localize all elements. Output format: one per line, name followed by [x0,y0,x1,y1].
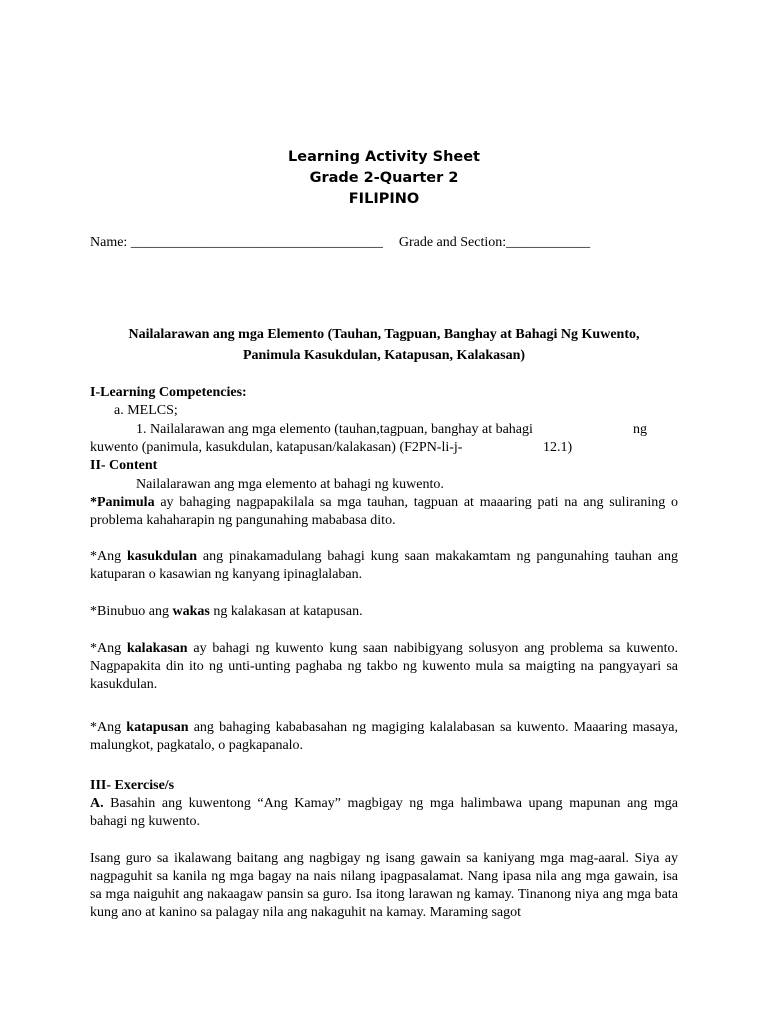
topic-line-1: Nailalarawan ang mga Elemento (Tauhan, Tagpuan, Banghay at Bahagi Ng Kuwento, [128,327,640,342]
student-info-line [90,234,690,252]
kasukdulan-text: ang pinakamadulang bahagi kung saan makakamtam ng pangunahing tauhan ang katuparan o kasawian ng kanyang ipinaglalaban. [90,549,678,582]
story-paragraph: Isang guro sa ikalawang baitang ang nagbigay ng isang gawain sa kaniyang mga mag-aaral. Siya ay nagpaguhit sa kanila ng mga bagay na nais nilang ipagpasalamat. Nang ipasa nila ang mga gawain, isa sa mga naiguhit ang nakaagaw pansin sa guro. Isa itong larawan ng kamay. Tinanong niya ang mga bata kung ano at kanino sa palagay nila ang nakaguhit na kamay. Maraming sagot [90,851,678,920]
kasukdulan-prefix: *Ang [90,549,127,564]
panimula-text: ay bahaging nagpapakilala sa mga tauhan, tagpuan at maaaring pati na ang suliraning o problema kahaharapin ng pangunahing mababasa dito. [90,495,678,528]
header-title: Learning Activity Sheet [288,149,480,165]
exercise-a-instructions [90,795,678,831]
competency-1-text: 1. Nailalarawan ang mga elemento (tauhan,tagpuan, banghay at bahagi [136,422,533,437]
kalakasan-term: kalakasan [126,641,188,656]
header-subject: FILIPINO [348,191,420,207]
katapusan-paragraph [90,719,678,755]
grade-section-field[interactable]: Grade and Section:____________ [398,235,591,250]
competency-1-code-tail: 12.1) [543,440,573,455]
section-2-title: II- Content [90,458,158,473]
kasukdulan-term: kasukdulan [126,549,198,564]
exercise-a-text: Basahin ang kuwentong “Ang Kamay” magbigay ng mga halimbawa upang mapunan ang mga bahagi ng kuwento. [90,796,678,829]
topic-line-2: Panimula Kasukdulan, Katapusan, Kalakasan) [242,348,526,363]
katapusan-text: ang bahaging kababasahan ng magiging kalalabasan sa kuwento. Maaaring masaya, malungkot, pagkatalo, o pagkapanalo. [90,720,678,753]
section-3-title: III- Exercise/s [90,778,175,793]
panimula-term: *Panimula [90,495,155,510]
document-header [0,147,768,210]
competency-item-a: a. MELCS; [114,403,178,418]
kalakasan-prefix: *Ang [90,641,127,656]
competency-1-tail: ng [633,422,647,437]
katapusan-term: katapusan [126,720,189,735]
kasukdulan-paragraph [90,548,678,584]
wakas-text: ng kalakasan at katapusan. [209,604,363,619]
katapusan-prefix: *Ang [90,720,127,735]
exercise-a-label: A. [90,796,104,811]
kalakasan-text: ay bahagi ng kuwento kung saan nabibigyang solusyon ang problema sa kuwento. Nagpapakita din ito ng unti-unting paghaba ng takbo ng kuwento mula sa maigting na pangyayari sa kasukdulan. [90,641,678,692]
name-field[interactable]: Name: ____________________________________ [90,235,383,250]
content-intro: Nailalarawan ang mga elemento at bahagi ng kuwento. [136,477,444,492]
panimula-paragraph [90,494,678,530]
wakas-paragraph [90,603,678,621]
lesson-topic [90,324,678,366]
wakas-term: wakas [172,604,210,619]
section-1-title: I-Learning Competencies: [90,385,247,400]
competency-1-text-2: kuwento (panimula, kasukdulan, katapusan/kalakasan) (F2PN-li-j- [90,440,463,455]
kalakasan-paragraph [90,640,678,694]
header-grade: Grade 2-Quarter 2 [309,170,459,186]
wakas-prefix: *Binubuo ang [90,604,173,619]
